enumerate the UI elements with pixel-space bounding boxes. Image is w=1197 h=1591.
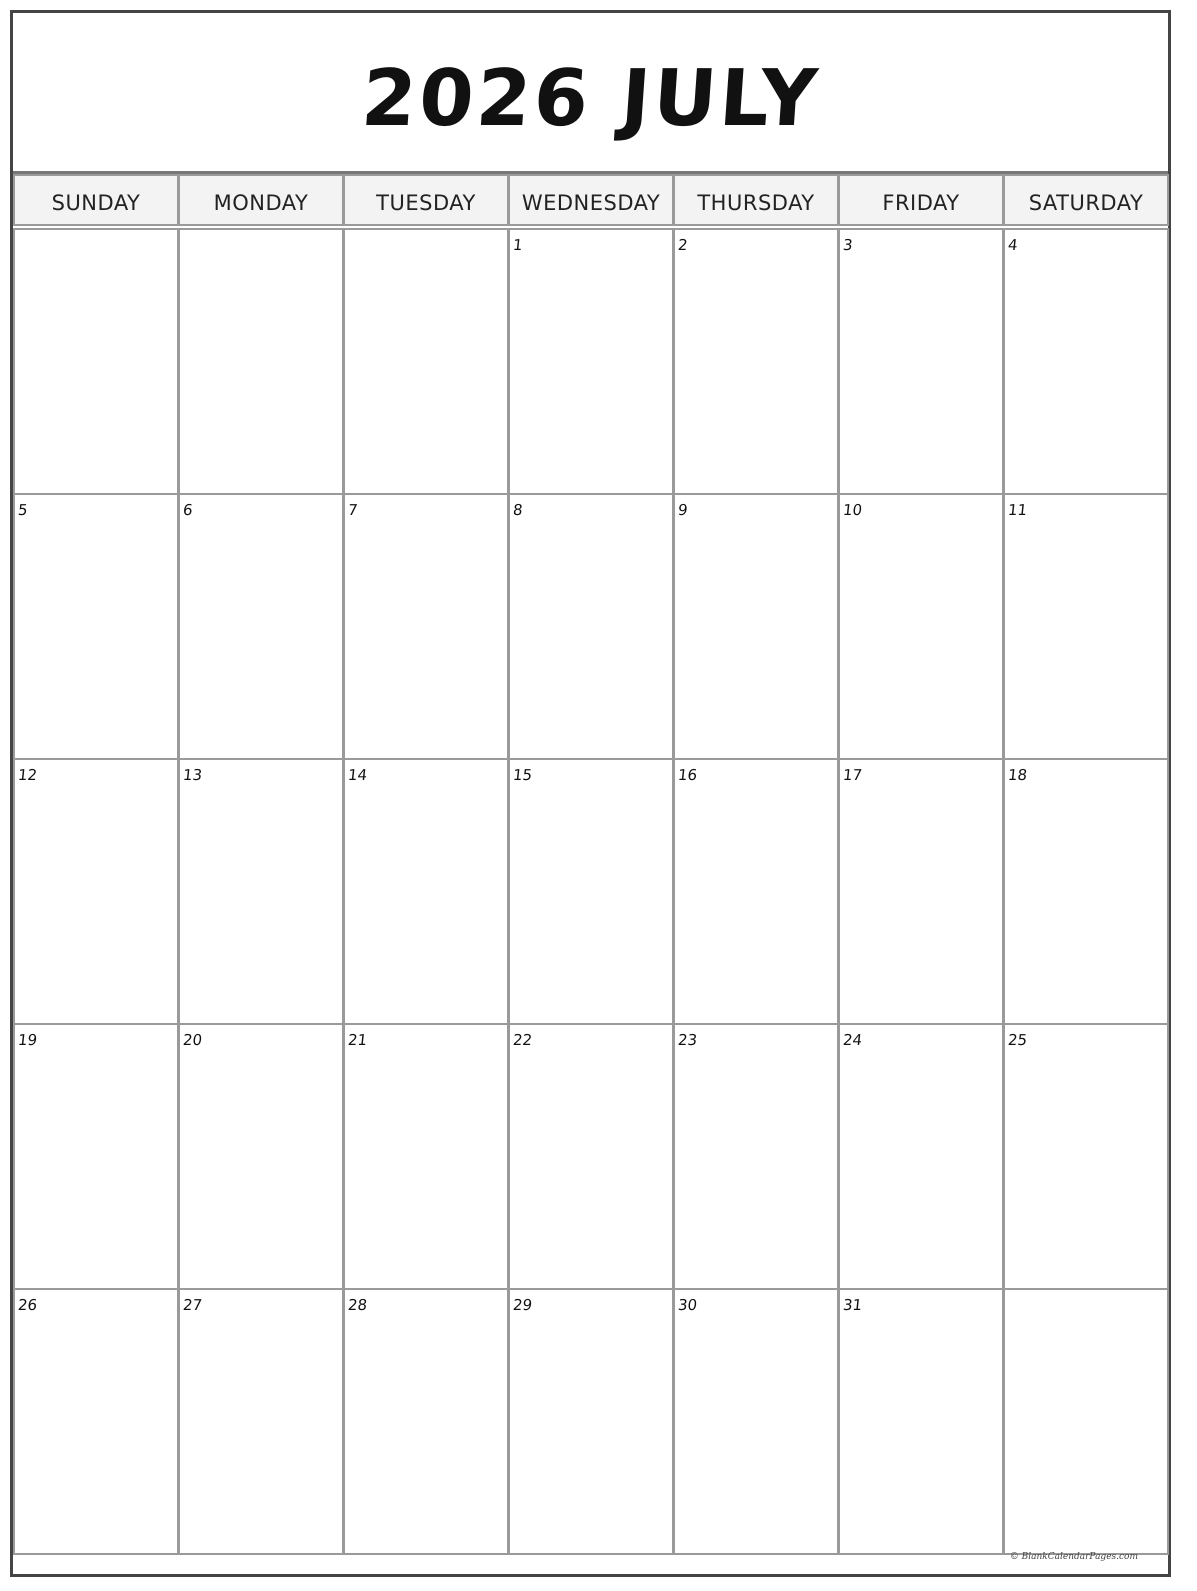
day-cell: [178, 1288, 344, 1555]
day-number: 18: [1007, 766, 1029, 784]
day-cell: [838, 1288, 1004, 1555]
day-number: 10: [842, 501, 864, 519]
day-number: 13: [182, 766, 204, 784]
day-number: 1: [512, 236, 524, 254]
weekday-header: TUESDAY: [343, 174, 509, 226]
day-cell: [343, 493, 509, 760]
credit-text: © BlankCalendarPages.com: [1009, 1552, 1138, 1562]
day-number: 30: [677, 1296, 699, 1314]
day-cell: [673, 228, 839, 495]
day-cell: [838, 1023, 1004, 1290]
day-cell: [13, 228, 179, 495]
day-cell: [1003, 228, 1169, 495]
day-cell: [178, 758, 344, 1025]
day-cell: [178, 1023, 344, 1290]
day-cell: [343, 1288, 509, 1555]
day-cell: [1003, 493, 1169, 760]
day-number: 15: [512, 766, 534, 784]
day-number: 11: [1007, 501, 1029, 519]
day-number: 22: [512, 1031, 534, 1049]
day-number: 21: [347, 1031, 369, 1049]
day-number: 20: [182, 1031, 204, 1049]
day-cell: [508, 228, 674, 495]
day-number: 23: [677, 1031, 699, 1049]
day-number: 14: [347, 766, 369, 784]
day-cell: [343, 758, 509, 1025]
day-cell: [673, 1288, 839, 1555]
day-number: 28: [347, 1296, 369, 1314]
day-cell: [13, 758, 179, 1025]
day-cell: [673, 758, 839, 1025]
day-number: 26: [17, 1296, 39, 1314]
day-cell: [838, 758, 1004, 1025]
day-number: 7: [347, 501, 359, 519]
title-band: [13, 13, 1168, 174]
day-cell: [13, 493, 179, 760]
weekday-header: MONDAY: [178, 174, 344, 226]
day-cell: [508, 493, 674, 760]
day-number: 2: [677, 236, 689, 254]
weekday-header: THURSDAY: [673, 174, 839, 226]
day-cell: [1003, 1288, 1169, 1555]
day-number: 29: [512, 1296, 534, 1314]
day-number: 8: [512, 501, 524, 519]
day-cell: [1003, 758, 1169, 1025]
day-cell: [13, 1023, 179, 1290]
day-cell: [343, 1023, 509, 1290]
weekday-header: FRIDAY: [838, 174, 1004, 226]
day-number: 4: [1007, 236, 1019, 254]
day-cell: [178, 228, 344, 495]
day-number: 17: [842, 766, 864, 784]
weekday-header: SUNDAY: [13, 174, 179, 226]
day-cell: [508, 758, 674, 1025]
day-cell: [838, 493, 1004, 760]
day-cell: [1003, 1023, 1169, 1290]
weekday-header: SATURDAY: [1003, 174, 1169, 226]
day-number: 6: [182, 501, 194, 519]
day-number: 3: [842, 236, 854, 254]
day-number: 31: [842, 1296, 864, 1314]
calendar-sheet: [10, 10, 1171, 1577]
calendar-grid: [13, 174, 1168, 1574]
day-number: 16: [677, 766, 699, 784]
day-number: 5: [17, 501, 29, 519]
calendar-title: 2026 JULY: [358, 54, 823, 144]
day-number: 12: [17, 766, 39, 784]
day-cell: [343, 228, 509, 495]
day-number: 9: [677, 501, 689, 519]
day-number: 25: [1007, 1031, 1029, 1049]
day-cell: [13, 1288, 179, 1555]
day-cell: [673, 1023, 839, 1290]
day-cell: [508, 1023, 674, 1290]
day-cell: [178, 493, 344, 760]
day-number: 27: [182, 1296, 204, 1314]
day-cell: [673, 493, 839, 760]
day-number: 19: [17, 1031, 39, 1049]
day-cell: [508, 1288, 674, 1555]
weekday-header: WEDNESDAY: [508, 174, 674, 226]
day-cell: [838, 228, 1004, 495]
day-number: 24: [842, 1031, 864, 1049]
